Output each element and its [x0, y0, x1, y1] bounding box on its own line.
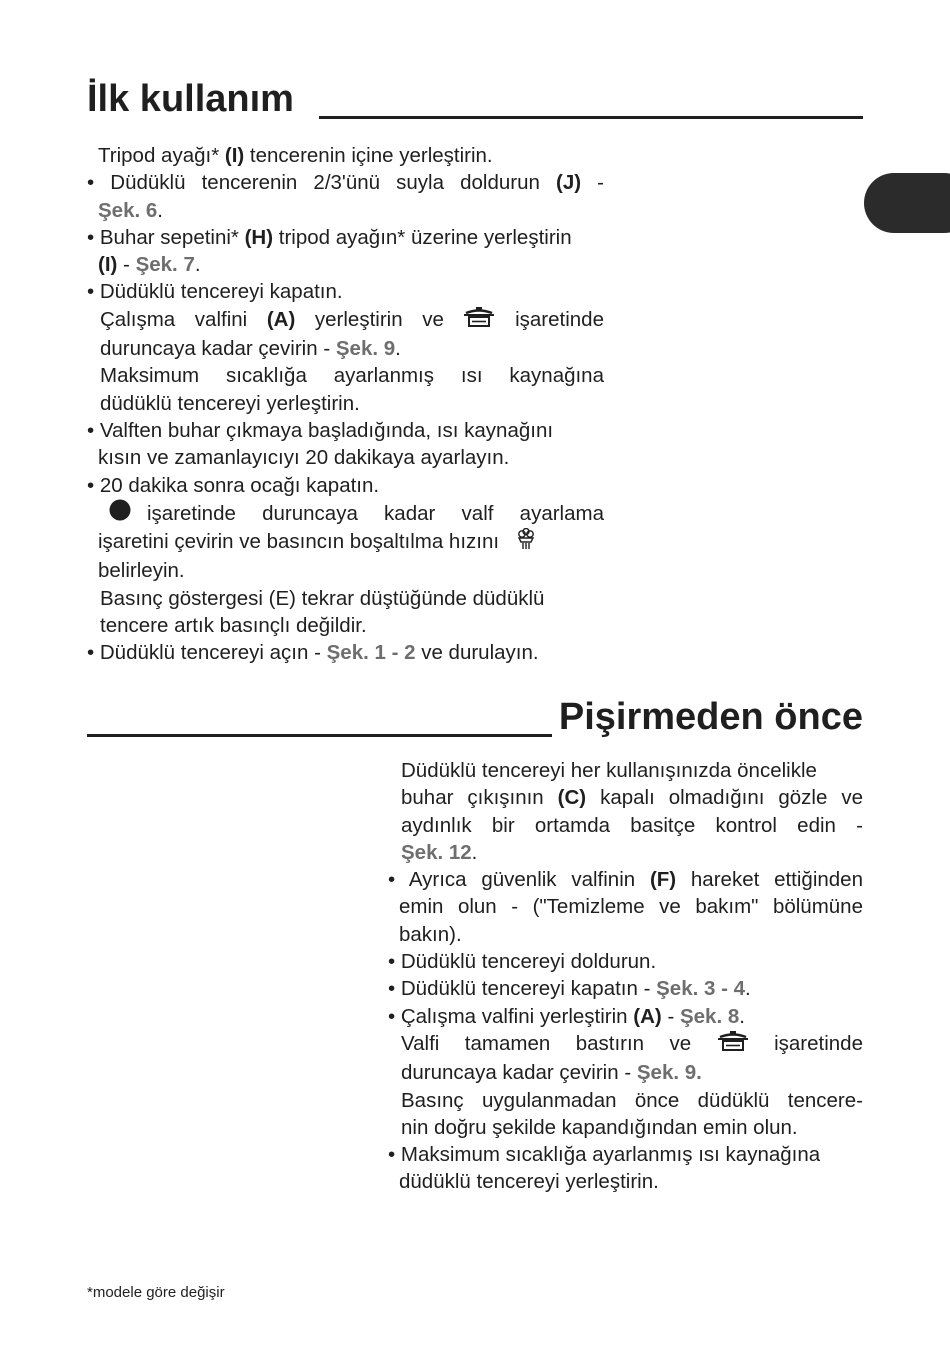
instruction-line: duruncaya kadar çevirin - Şek. 9. [100, 337, 401, 361]
instruction-line: duruncaya kadar çevirin - Şek. 9. [401, 1061, 702, 1085]
instruction-line: Basınç göstergesi (E) tekrar düştüğünde düdüklü [100, 586, 545, 610]
instruction-line: • Ayrıca güvenlik valfinin (F) hareket ettiğinden [388, 868, 863, 892]
instruction-line: Tripod ayağı* (I) tencerenin içine yerleştirin. [98, 144, 493, 167]
instruction-line: • Buhar sepetini* (H) tripod ayağın* üzerine yerleştirin [87, 225, 572, 249]
figure-reference: Şek. 3 - 4 [656, 977, 746, 1001]
footnote: *modele göre değişir [87, 1284, 225, 1301]
figure-reference: Şek. 6 [98, 198, 158, 222]
instruction-line: • Düdüklü tencereyi doldurun. [388, 950, 657, 974]
section-header-first-use [87, 78, 863, 128]
instruction-line: bakın). [399, 922, 462, 946]
figure-reference: Şek. 9 [335, 337, 396, 361]
instruction-line: belirleyin. [98, 559, 185, 583]
header-rule [319, 116, 863, 119]
instruction-line: emin olun - ("Temizleme ve bakım" bölümüne [399, 895, 863, 919]
instruction-line: (I) - Şek. 7. [98, 253, 201, 277]
figure-reference: Şek. 8 [679, 1004, 740, 1028]
section-title-first-use: İlk kullanım [87, 78, 294, 120]
instruction-line: Basınç uygulanmadan önce düdüklü tencere- [401, 1088, 863, 1112]
figure-reference: Şek. 9. [636, 1061, 702, 1085]
instruction-line: Valfi tamamen bastırın ve işaretinde [388, 1030, 863, 1059]
figure-reference: Şek. 7 [135, 253, 195, 277]
instruction-line: • Düdüklü tencereyi kapatın - Şek. 3 - 4. [388, 977, 751, 1001]
instruction-line: • Düdüklü tencereyi açın - Şek. 1 - 2 ve durulayın. [87, 641, 539, 665]
section-header-before-cooking [87, 696, 863, 746]
instruction-line: düdüklü tencereyi yerleştirin. [399, 1170, 659, 1194]
instruction-line: • Maksimum sıcaklığa ayarlanmış ısı kaynağına [388, 1143, 821, 1167]
instruction-line: buhar çıkışının (C) kapalı olmadığını gözle ve [401, 786, 863, 810]
instruction-line: nin doğru şekilde kapandığından emin olun. [401, 1115, 798, 1139]
instruction-line: düdüklü tencereyi yerleştirin. [100, 391, 360, 415]
figure-reference: Şek. 1 - 2 [326, 641, 416, 665]
instruction-line: • Valften buhar çıkmaya başladığında, ısı kaynağını [87, 418, 554, 442]
section-title-before-cooking: Pişirmeden önce [558, 696, 863, 738]
instruction-line: işaretinde duruncaya kadar valf ayarlama [87, 499, 604, 528]
first-use-instructions [87, 142, 604, 667]
header-rule [87, 734, 552, 737]
instruction-line: • Düdüklü tencerenin 2/3'ünü suyla doldurun (J) - [87, 171, 604, 195]
pressure-cooker-symbol-icon [463, 306, 495, 335]
pressure-cooker-symbol-icon [717, 1030, 749, 1059]
filled-circle-icon [109, 499, 131, 528]
instruction-line: • 20 dakika sonra ocağı kapatın. [87, 473, 380, 497]
language-tab-marker [864, 173, 950, 233]
instruction-line: aydınlık bir ortamda basitçe kontrol edin - [401, 813, 863, 837]
before-cooking-instructions [388, 757, 863, 1196]
instruction-line: • Çalışma valfini yerleştirin (A) - Şek. 8. [388, 1004, 745, 1028]
instruction-line: Maksimum sıcaklığa ayarlanmış ısı kaynağına [100, 364, 604, 388]
figure-reference: Şek. 12 [401, 840, 472, 864]
instruction-line: • Düdüklü tencereyi kapatın. [87, 280, 343, 304]
steam-release-icon [515, 528, 537, 557]
instruction-line: Şek. 12. [401, 840, 478, 864]
instruction-line: Şek. 6. [98, 198, 163, 222]
instruction-line: Düdüklü tencereyi her kullanışınızda öncelikle [401, 759, 817, 782]
instruction-line: Çalışma valfini (A) yerleştirin ve işaretinde [87, 306, 604, 335]
instruction-line: tencere artık basınçlı değildir. [100, 614, 367, 638]
instruction-line: işaretini çevirin ve basıncın boşaltılma hızını [87, 528, 604, 557]
instruction-line: kısın ve zamanlayıcıyı 20 dakikaya ayarlayın. [98, 446, 510, 470]
